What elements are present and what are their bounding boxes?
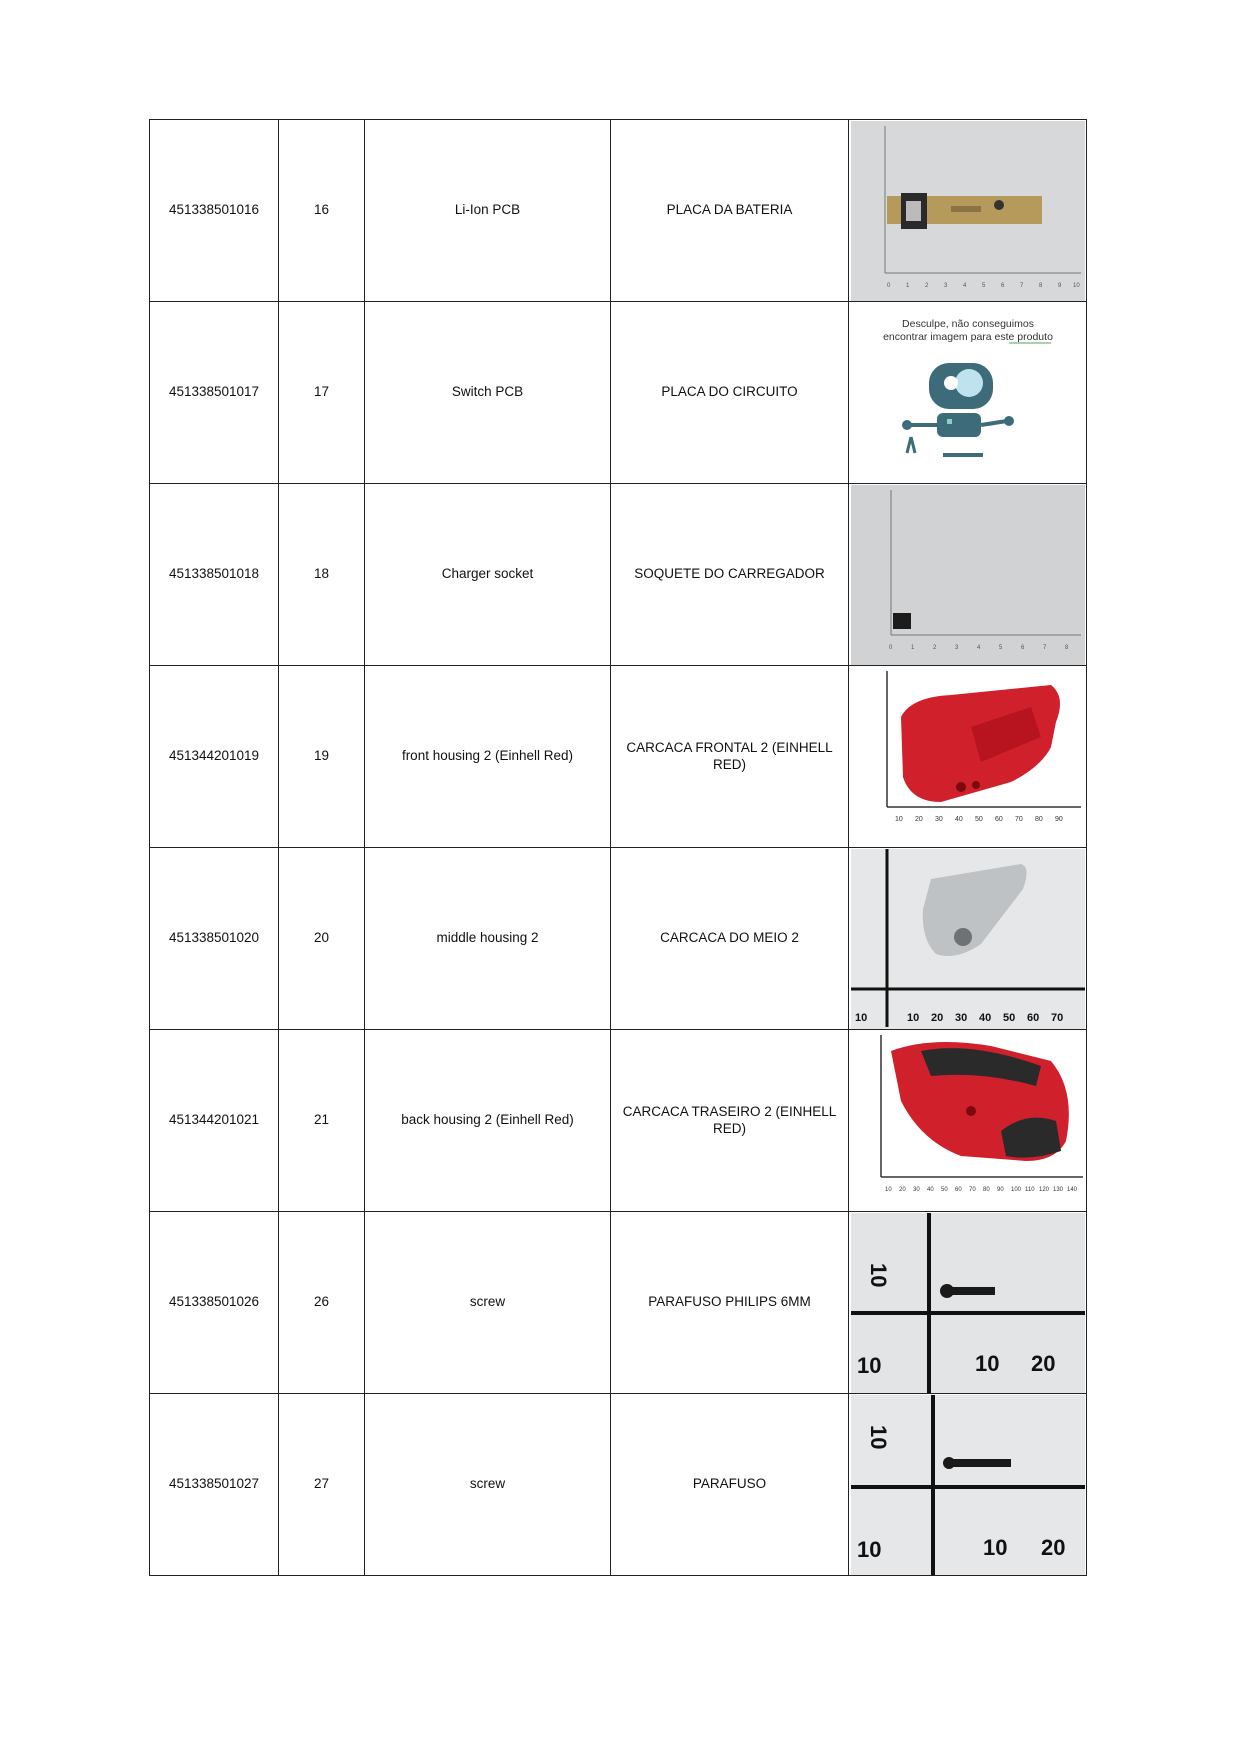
position-number: 20 [279,848,365,1030]
ruler-label: 40 [954,815,963,823]
part-code: 451338501020 [150,848,279,1030]
not-found-line2: encontrar imagem para este produto [882,330,1053,343]
charger-socket-photo [851,485,1085,665]
part-photo-cell [849,120,1087,302]
ruler-label: 10 [854,1011,867,1024]
ruler-label: 130 [1052,1186,1063,1193]
ruler-label: 60 [954,1186,962,1193]
description-pt: PLACA DO CIRCUITO [611,302,849,484]
part-code: 451344201021 [150,1030,279,1212]
image-not-found-placeholder [851,303,1085,483]
ruler-label: 30 [934,815,943,823]
description-pt: CARCACA TRASEIRO 2 (EINHELL RED) [611,1030,849,1212]
ruler-label: 10 [894,815,903,823]
ruler-label: 9 [1057,282,1061,289]
position-number: 19 [279,666,365,848]
ruler-label: 90 [996,1186,1004,1193]
part-code: 451344201019 [150,666,279,848]
table-row [150,484,1087,666]
description-en: Switch PCB [365,302,611,484]
ruler-label: 10 [1072,282,1080,289]
description-pt: PARAFUSO [611,1394,849,1576]
part-photo-cell [849,1212,1087,1394]
ruler-label: 20 [1040,1534,1065,1560]
ruler-label: 2 [924,282,928,289]
part-code: 451338501016 [150,120,279,302]
part-code: 451338501018 [150,484,279,666]
description-en: back housing 2 (Einhell Red) [365,1030,611,1212]
ruler-label: 80 [1034,815,1043,823]
position-number: 21 [279,1030,365,1212]
description-en: Li-Ion PCB [365,120,611,302]
ruler-label: 60 [1026,1011,1039,1024]
ruler-label: 6 [1000,282,1004,289]
description-en: screw [365,1212,611,1394]
part-code: 451338501027 [150,1394,279,1576]
ruler-label: 70 [968,1186,976,1193]
position-number: 26 [279,1212,365,1394]
ruler-label: 10 [865,1424,891,1449]
ruler-label: 30 [912,1186,920,1193]
ruler-label: 8 [1064,644,1068,651]
ruler-label: 50 [1002,1011,1015,1024]
table-row [150,848,1087,1030]
ruler-label: 110 [1024,1186,1035,1193]
parts-table [149,119,1087,1576]
part-photo-cell [849,848,1087,1030]
description-pt: CARCACA DO MEIO 2 [611,848,849,1030]
part-photo-cell [849,484,1087,666]
ruler-label: 20 [1030,1350,1055,1376]
ruler-label: 0 [888,644,892,651]
position-number: 17 [279,302,365,484]
description-en: middle housing 2 [365,848,611,1030]
ruler-label: 7 [1019,282,1023,289]
part-photo-cell [849,1394,1087,1576]
back-housing-photo [851,1031,1085,1211]
part-photo-cell [849,1030,1087,1212]
ruler-label: 3 [954,644,958,651]
table-row [150,302,1087,484]
ruler-label: 8 [1038,282,1042,289]
ruler-label: 100 [1010,1186,1021,1193]
ruler-label: 40 [978,1011,991,1024]
part-code: 451338501026 [150,1212,279,1394]
description-pt: SOQUETE DO CARREGADOR [611,484,849,666]
ruler-label: 5 [981,282,985,289]
ruler-label: 10 [982,1534,1007,1560]
ruler-label: 50 [940,1186,948,1193]
position-number: 18 [279,484,365,666]
ruler-label: 20 [898,1186,906,1193]
description-en: screw [365,1394,611,1576]
description-pt: CARCACA FRONTAL 2 (EINHELL RED) [611,666,849,848]
ruler-label: 10 [856,1352,881,1378]
part-photo-cell [849,666,1087,848]
ruler-label: 50 [974,815,983,823]
description-pt: PARAFUSO PHILIPS 6MM [611,1212,849,1394]
ruler-label: 4 [962,282,966,289]
part-photo-cell [849,302,1087,484]
position-number: 27 [279,1394,365,1576]
ruler-label: 70 [1014,815,1023,823]
ruler-label: 40 [926,1186,934,1193]
ruler-label: 2 [932,644,936,651]
ruler-label: 90 [1054,815,1063,823]
middle-housing-photo [851,849,1085,1029]
screw-photo [851,1213,1085,1393]
table-row [150,1212,1087,1394]
table-row [150,120,1087,302]
ruler-label: 6 [1020,644,1024,651]
ruler-label: 80 [982,1186,990,1193]
ruler-label: 7 [1042,644,1046,651]
description-pt: PLACA DA BATERIA [611,120,849,302]
ruler-label: 1 [910,644,914,651]
ruler-label: 5 [998,644,1002,651]
ruler-label: 30 [954,1011,967,1024]
table-row [150,1394,1087,1576]
battery-pcb-photo [851,121,1085,301]
ruler-label: 140 [1066,1186,1077,1193]
ruler-label: 120 [1038,1186,1049,1193]
ruler-label: 70 [1050,1011,1063,1024]
description-en: Charger socket [365,484,611,666]
ruler-label: 10 [884,1186,892,1193]
description-en: front housing 2 (Einhell Red) [365,666,611,848]
screw-photo [851,1395,1085,1575]
table-row [150,666,1087,848]
ruler-label: 10 [865,1262,891,1287]
ruler-label: 10 [974,1350,999,1376]
ruler-label: 60 [994,815,1003,823]
ruler-label: 20 [914,815,923,823]
part-code: 451338501017 [150,302,279,484]
ruler-label: 10 [856,1536,881,1562]
front-housing-photo [851,667,1085,847]
ruler-label: 0 [886,282,890,289]
position-number: 16 [279,120,365,302]
ruler-label: 4 [976,644,980,651]
ruler-label: 10 [906,1011,919,1024]
ruler-label: 20 [930,1011,943,1024]
ruler-label: 1 [905,282,909,289]
ruler-label: 3 [943,282,947,289]
table-row [150,1030,1087,1212]
not-found-line1: Desculpe, não conseguimos [901,317,1034,330]
